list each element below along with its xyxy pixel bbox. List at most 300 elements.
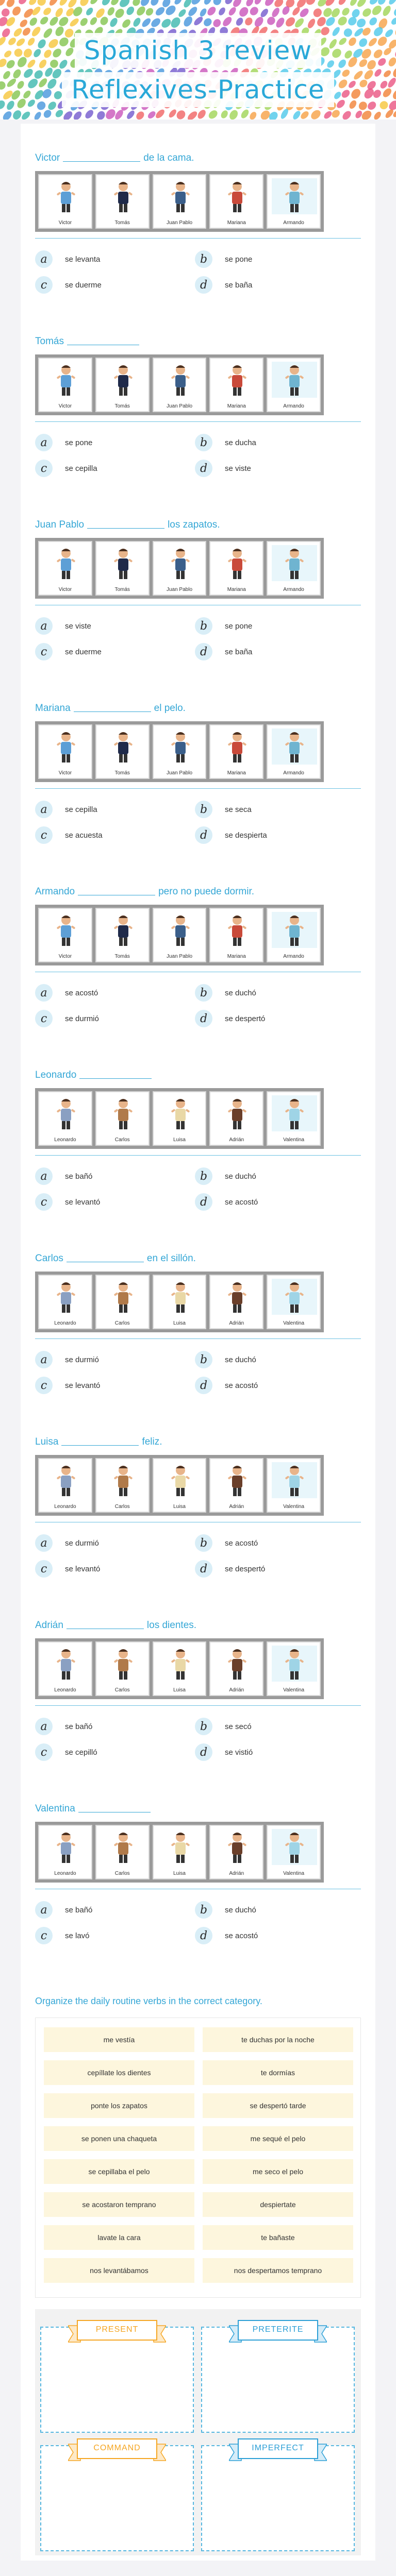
option-text: se cepilla xyxy=(65,464,97,473)
picture-frame xyxy=(95,1641,150,1696)
answer-option[interactable] xyxy=(195,1559,265,1579)
paint-dab xyxy=(28,0,38,6)
option-text: se vistió xyxy=(225,1748,253,1757)
paint-dab xyxy=(367,37,378,48)
option-text: se acostó xyxy=(65,988,98,997)
paint-dab xyxy=(6,77,18,89)
option-letter-badge: d xyxy=(195,276,212,294)
picture-caption: Leonardo xyxy=(54,1687,76,1693)
option-letter-badge: d xyxy=(195,643,212,660)
picture-caption: Carlos xyxy=(114,1687,130,1693)
draggable-verb-chip[interactable]: te duchas por la noche xyxy=(203,2027,353,2052)
paint-dab xyxy=(243,16,254,27)
answer-option[interactable] xyxy=(35,1533,99,1553)
prompt-subject: Armando xyxy=(35,886,75,897)
answer-option[interactable] xyxy=(195,1900,256,1920)
picture-frame xyxy=(95,541,150,596)
paint-dab xyxy=(16,80,25,90)
paint-dab xyxy=(376,57,387,67)
picture-frame xyxy=(209,1275,263,1329)
question-block xyxy=(21,857,375,1041)
answer-option[interactable] xyxy=(35,1166,92,1186)
answer-option[interactable] xyxy=(35,1192,100,1212)
answer-option[interactable] xyxy=(35,1559,100,1579)
paint-dab xyxy=(373,110,383,120)
answer-option[interactable] xyxy=(195,983,256,1003)
divider-line xyxy=(35,421,361,422)
paint-dab xyxy=(355,17,368,29)
answer-option[interactable] xyxy=(35,459,97,478)
picture-caption: Victor xyxy=(58,954,72,959)
paint-dab xyxy=(274,16,286,29)
picture-frame xyxy=(95,1275,150,1329)
picture-caption: Carlos xyxy=(114,1137,130,1143)
answer-blank[interactable] xyxy=(74,711,151,712)
prompt-ending: pero no puede dormir. xyxy=(158,886,255,897)
option-text: se acostó xyxy=(225,1538,258,1548)
divider-line xyxy=(35,238,361,239)
picture-caption: Tomás xyxy=(114,770,130,776)
option-text: se acostó xyxy=(225,1381,258,1390)
category-ribbon xyxy=(229,2437,327,2464)
paint-dab xyxy=(341,6,351,17)
answer-option[interactable] xyxy=(35,1717,92,1736)
option-text: se cepilló xyxy=(65,1748,97,1757)
answer-option[interactable] xyxy=(35,1376,100,1395)
option-letter-badge: a xyxy=(35,801,53,818)
picture-frame xyxy=(153,358,207,412)
option-letter-badge: b xyxy=(195,1167,212,1185)
paint-dab xyxy=(150,16,162,29)
option-text: se despertó xyxy=(225,1014,266,1023)
picture-frame xyxy=(209,174,263,229)
picture-caption: Armando xyxy=(283,403,304,409)
picture-frame xyxy=(267,358,321,412)
category-sort-area xyxy=(35,2309,361,2555)
paint-dab xyxy=(304,0,317,7)
picture-caption: Valentina xyxy=(283,1320,305,1326)
picture-frame xyxy=(153,724,207,779)
paint-dab xyxy=(361,7,373,19)
picture-caption: Leonardo xyxy=(54,1320,76,1326)
activity-content xyxy=(21,124,375,2561)
option-text: se durmió xyxy=(65,1538,99,1548)
option-text: se baña xyxy=(225,280,253,290)
answer-option[interactable] xyxy=(195,1926,258,1945)
header-banner xyxy=(0,0,396,120)
answer-option[interactable] xyxy=(195,1009,265,1028)
paint-dab xyxy=(259,7,270,18)
paint-dab xyxy=(284,15,297,28)
answer-option[interactable] xyxy=(195,1350,256,1369)
paint-dab xyxy=(0,99,7,111)
paint-dab xyxy=(141,17,152,29)
category-drop-zone[interactable] xyxy=(40,2327,194,2433)
option-letter-badge: a xyxy=(35,984,53,1002)
question-prompt xyxy=(35,1619,196,1632)
answer-option[interactable] xyxy=(35,433,92,452)
question-block xyxy=(21,124,375,307)
option-text: se bañó xyxy=(65,1722,93,1731)
answer-option[interactable] xyxy=(35,642,102,662)
picture-frame xyxy=(38,908,92,962)
option-text: se despierta xyxy=(225,831,267,840)
picture-caption: Juan Pablo xyxy=(166,403,193,409)
paint-dab xyxy=(316,15,328,28)
answer-option[interactable] xyxy=(35,249,100,269)
paint-dab xyxy=(306,18,317,29)
paint-dab xyxy=(12,27,24,38)
picture-frame xyxy=(95,1458,150,1513)
picture-caption: Mariana xyxy=(227,220,246,226)
paint-dab xyxy=(202,16,213,28)
option-letter-badge: c xyxy=(35,1927,53,1944)
picture-caption: Adrián xyxy=(229,1137,244,1143)
option-text: se secó xyxy=(225,1722,252,1731)
paint-dab xyxy=(187,5,199,18)
prompt-subject: Mariana xyxy=(35,703,71,714)
picture-caption: Luisa xyxy=(173,1504,186,1510)
draggable-verb-chip[interactable]: se ponen una chaqueta xyxy=(44,2126,194,2151)
draggable-verb-chip[interactable]: cepíllate los dientes xyxy=(44,2060,194,2085)
paint-dab xyxy=(378,99,390,111)
paint-dab xyxy=(28,16,39,27)
answer-option[interactable] xyxy=(35,1900,92,1920)
option-letter-badge: c xyxy=(35,1743,53,1761)
answer-option[interactable] xyxy=(195,1376,258,1395)
picture-frame xyxy=(209,1091,263,1146)
paint-dab xyxy=(253,0,263,6)
picture-frame xyxy=(209,1641,263,1696)
paint-dab xyxy=(173,0,183,6)
option-letter-badge: c xyxy=(35,1193,53,1211)
answer-option[interactable] xyxy=(35,616,91,636)
picture-frame xyxy=(267,1825,321,1879)
option-letter-badge: b xyxy=(195,1351,212,1368)
paint-dab xyxy=(15,37,26,48)
option-letter-badge: d xyxy=(195,826,212,844)
option-letter-badge: a xyxy=(35,1901,53,1919)
picture-caption: Adrián xyxy=(229,1687,244,1693)
option-letter-badge: b xyxy=(195,1901,212,1919)
picture-frame xyxy=(209,541,263,596)
option-letter-badge: a xyxy=(35,1534,53,1552)
picture-caption: Valentina xyxy=(283,1687,305,1693)
answer-option[interactable] xyxy=(195,800,252,819)
picture-frame xyxy=(153,1458,207,1513)
answer-option[interactable] xyxy=(195,1166,256,1186)
paint-dab xyxy=(5,59,16,70)
paint-dab xyxy=(57,15,70,28)
category-drop-zone[interactable] xyxy=(40,2445,194,2551)
picture-frame xyxy=(95,724,150,779)
paint-dab xyxy=(349,0,358,7)
picture-caption: Luisa xyxy=(173,1687,186,1693)
answer-option[interactable] xyxy=(35,1742,97,1762)
question-prompt xyxy=(35,335,142,348)
answer-option[interactable] xyxy=(195,1533,258,1553)
paint-dab xyxy=(149,0,160,7)
paint-dab xyxy=(382,87,393,98)
question-block xyxy=(21,307,375,490)
paint-dab xyxy=(224,0,234,6)
answer-option[interactable] xyxy=(195,642,252,662)
paint-dab xyxy=(212,18,223,28)
option-letter-badge: d xyxy=(195,1010,212,1027)
title-box xyxy=(30,31,366,113)
answer-blank[interactable] xyxy=(79,1078,152,1079)
paint-dab xyxy=(113,7,126,20)
paint-dab xyxy=(391,65,396,79)
option-text: se pone xyxy=(225,621,253,631)
picture-strip xyxy=(35,1638,324,1699)
draggable-verb-chip[interactable]: me vestía xyxy=(44,2027,194,2052)
option-text: se duchó xyxy=(225,988,256,997)
paint-dab xyxy=(7,36,17,46)
picture-caption: Victor xyxy=(58,587,72,592)
draggable-verb-chip[interactable]: te dormías xyxy=(203,2060,353,2085)
prompt-subject: Luisa xyxy=(35,1436,59,1447)
paint-dab xyxy=(366,100,378,111)
picture-frame xyxy=(153,1825,207,1879)
draggable-verb-chip[interactable]: ponte los zapatos xyxy=(44,2093,194,2118)
paint-dab xyxy=(182,15,194,28)
picture-frame xyxy=(38,541,92,596)
paint-dab xyxy=(106,6,116,17)
category-drop-zone[interactable] xyxy=(201,2445,355,2551)
draggable-verb-chip[interactable]: lavate la cara xyxy=(44,2225,194,2250)
paint-dab xyxy=(0,80,7,92)
option-text: se acostó xyxy=(225,1931,258,1940)
draggable-verb-chip[interactable]: me sequé el pelo xyxy=(203,2126,353,2151)
draggable-verb-chip[interactable]: se cepillaba el pelo xyxy=(44,2159,194,2184)
paint-dab xyxy=(2,70,11,80)
answer-option[interactable] xyxy=(35,825,103,845)
question-prompt xyxy=(35,1069,155,1082)
picture-frame xyxy=(153,1091,207,1146)
paint-dab xyxy=(144,7,155,17)
answer-option[interactable] xyxy=(195,1192,258,1212)
paint-dab xyxy=(5,99,15,111)
picture-frame xyxy=(38,358,92,412)
picture-caption: Mariana xyxy=(227,954,246,959)
answer-blank[interactable] xyxy=(63,161,140,162)
paint-dab xyxy=(48,0,59,7)
picture-caption: Victor xyxy=(58,770,72,776)
picture-strip xyxy=(35,538,324,599)
picture-frame xyxy=(267,724,321,779)
paint-dab xyxy=(368,16,378,27)
option-letter-badge: c xyxy=(35,276,53,294)
paint-dab xyxy=(212,0,223,7)
picture-frame xyxy=(153,1641,207,1696)
prompt-ending: los zapatos. xyxy=(168,519,220,530)
picture-caption: Victor xyxy=(58,220,72,226)
category-drop-zone[interactable] xyxy=(201,2327,355,2433)
answer-blank[interactable] xyxy=(87,528,164,529)
paint-dab xyxy=(370,4,383,16)
option-text: se pone xyxy=(65,438,93,447)
paint-dab xyxy=(388,0,396,6)
option-text: se durmió xyxy=(65,1014,99,1023)
picture-frame xyxy=(267,908,321,962)
answer-option[interactable] xyxy=(195,616,252,636)
option-letter-badge: b xyxy=(195,617,212,635)
option-letter-badge: c xyxy=(35,1560,53,1578)
option-text: se duchó xyxy=(225,1355,256,1364)
answer-option[interactable] xyxy=(195,825,267,845)
paint-dab xyxy=(203,0,213,6)
category-label: IMPERFECT xyxy=(252,2444,304,2452)
paint-dab xyxy=(376,0,387,6)
paint-dab xyxy=(392,7,396,18)
prompt-subject: Tomás xyxy=(35,336,64,347)
picture-caption: Valentina xyxy=(283,1871,305,1876)
paint-dab xyxy=(169,15,183,29)
answer-option[interactable] xyxy=(195,275,252,295)
answer-option[interactable] xyxy=(195,249,252,269)
picture-frame xyxy=(38,724,92,779)
picture-caption: Juan Pablo xyxy=(166,587,193,592)
paint-dab xyxy=(0,36,7,47)
draggable-verb-chip[interactable]: nos levantábamos xyxy=(44,2258,194,2283)
answer-option[interactable] xyxy=(195,1717,252,1736)
picture-frame xyxy=(153,174,207,229)
picture-caption: Victor xyxy=(58,403,72,409)
option-letter-badge: b xyxy=(195,434,212,451)
paint-dab xyxy=(42,6,53,16)
prompt-ending: en el sillón. xyxy=(146,1253,196,1264)
picture-frame xyxy=(95,1825,150,1879)
paint-dab xyxy=(139,0,151,8)
prompt-ending: feliz. xyxy=(142,1436,162,1447)
picture-frame xyxy=(95,908,150,962)
question-prompt xyxy=(35,885,254,899)
paint-dab xyxy=(221,15,234,28)
picture-caption: Valentina xyxy=(283,1504,305,1510)
paint-dab xyxy=(387,56,396,68)
option-letter-badge: a xyxy=(35,1167,53,1185)
draggable-verb-chip[interactable]: despiertate xyxy=(203,2192,353,2217)
question-prompt xyxy=(35,151,194,165)
option-letter-badge: a xyxy=(35,1718,53,1735)
paint-dab xyxy=(322,6,334,19)
picture-caption: Carlos xyxy=(114,1504,130,1510)
picture-caption: Luisa xyxy=(173,1320,186,1326)
picture-caption: Tomás xyxy=(114,220,130,226)
paint-dab xyxy=(273,0,285,9)
paint-dab xyxy=(293,17,305,29)
paint-dab xyxy=(232,0,243,9)
paint-dab xyxy=(337,0,348,6)
option-text: se acostó xyxy=(225,1197,258,1207)
option-letter-badge: c xyxy=(35,643,53,660)
draggable-verb-chip[interactable]: me seco el pelo xyxy=(203,2159,353,2184)
paint-dab xyxy=(54,7,64,19)
paint-dab xyxy=(366,58,378,71)
picture-caption: Mariana xyxy=(227,403,246,409)
option-text: se levantó xyxy=(65,1564,101,1573)
draggable-verb-chip[interactable]: se acostaron temprano xyxy=(44,2192,194,2217)
option-text: se duerme xyxy=(65,280,102,290)
paint-dab xyxy=(48,15,59,27)
answer-option[interactable] xyxy=(195,459,251,478)
option-text: se despertó xyxy=(225,1564,266,1573)
picture-frame xyxy=(95,358,150,412)
answer-option[interactable] xyxy=(35,1009,99,1028)
option-letter-badge: d xyxy=(195,1377,212,1394)
draggable-verb-chip[interactable]: se despertó tarde xyxy=(203,2093,353,2118)
option-letter-badge: a xyxy=(35,1351,53,1368)
paint-dab xyxy=(154,6,166,18)
answer-option[interactable] xyxy=(35,1350,99,1369)
paint-dab xyxy=(199,7,208,18)
paint-dab xyxy=(160,17,173,29)
option-text: se viste xyxy=(65,621,91,631)
paint-dab xyxy=(390,16,396,26)
answer-blank[interactable] xyxy=(61,1445,139,1446)
paint-dab xyxy=(381,5,392,18)
question-block xyxy=(21,490,375,674)
picture-frame xyxy=(153,541,207,596)
question-block xyxy=(21,1224,375,1408)
picture-frame xyxy=(38,1275,92,1329)
option-text: se durmió xyxy=(65,1355,99,1364)
answer-option[interactable] xyxy=(35,800,97,819)
paint-dab xyxy=(3,49,13,59)
picture-caption: Mariana xyxy=(227,587,246,592)
paint-dab xyxy=(266,15,277,26)
answer-option[interactable] xyxy=(35,275,102,295)
answer-option[interactable] xyxy=(195,433,256,452)
picture-frame xyxy=(38,1825,92,1879)
picture-frame xyxy=(95,174,150,229)
paint-dab xyxy=(19,18,29,28)
paint-dab xyxy=(182,0,193,9)
paint-dab xyxy=(387,77,396,89)
option-text: se levantó xyxy=(65,1197,101,1207)
option-letter-badge: b xyxy=(195,984,212,1002)
paint-dab xyxy=(0,0,7,7)
option-letter-badge: b xyxy=(195,1718,212,1735)
option-text: se cepilla xyxy=(65,805,97,814)
picture-caption: Armando xyxy=(283,954,304,959)
prompt-ending: de la cama. xyxy=(143,152,194,163)
divider-line xyxy=(35,1705,361,1706)
option-letter-badge: a xyxy=(35,434,53,451)
question-block xyxy=(21,1774,375,1958)
picture-caption: Carlos xyxy=(114,1320,130,1326)
answer-option[interactable] xyxy=(195,1742,253,1762)
question-block xyxy=(21,1591,375,1774)
question-block xyxy=(21,674,375,857)
picture-frame xyxy=(209,724,263,779)
answer-option[interactable] xyxy=(35,1926,90,1945)
draggable-verb-chip[interactable]: nos despertamos temprano xyxy=(203,2258,353,2283)
category-ribbon xyxy=(68,2318,166,2345)
paint-dab xyxy=(36,0,47,7)
paint-dab xyxy=(131,0,141,7)
divider-line xyxy=(35,1338,361,1339)
option-text: se duchó xyxy=(225,1172,256,1181)
answer-option[interactable] xyxy=(35,983,98,1003)
picture-caption: Valentina xyxy=(283,1137,305,1143)
picture-caption: Juan Pablo xyxy=(166,220,193,226)
paint-dab xyxy=(0,7,11,18)
prompt-subject: Valentina xyxy=(35,1803,75,1814)
picture-frame xyxy=(209,1825,263,1879)
draggable-verb-chip[interactable]: te bañaste xyxy=(203,2225,353,2250)
